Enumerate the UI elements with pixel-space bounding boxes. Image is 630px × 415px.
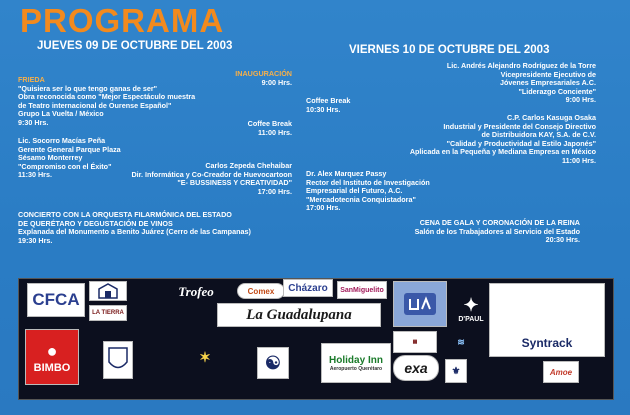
andres-block bbox=[380, 62, 596, 105]
comex-logo: Comex bbox=[237, 283, 285, 299]
speaker-line: de Distribuidora KAY, S.A. de C.V. bbox=[481, 130, 596, 140]
exa-logo: exa bbox=[393, 355, 439, 381]
day-heading-thursday: JUEVES 09 DE OCTUBRE DEL 2003 bbox=[37, 40, 233, 52]
seal-logo bbox=[103, 341, 133, 379]
speaker-line: Dir. Informática y Co-Creador de Huevocartoon bbox=[131, 169, 292, 179]
holiday-label: Holiday Inn bbox=[329, 354, 383, 366]
coffee-label: Coffee Break bbox=[247, 119, 292, 128]
inauguracion bbox=[220, 70, 292, 87]
speaker-line: Lic. Andrés Alejandro Rodríguez de la Torre bbox=[446, 61, 596, 70]
inauguracion-label: INAUGURACIÓN bbox=[235, 69, 292, 78]
speaker-line: "E- BUSSINESS Y CREATIVIDAD" bbox=[177, 178, 292, 188]
speaker-line: C.P. Carlos Kasuga Osaka bbox=[507, 113, 596, 122]
speaker-time: 9:00 Hrs. bbox=[565, 95, 596, 105]
speaker-line: Empresarial del Futuro, A.C. bbox=[306, 186, 403, 196]
page-title: PROGRAMA bbox=[20, 2, 225, 39]
trofeo-logo: Trofeo bbox=[157, 281, 235, 303]
event-line: CENA DE GALA Y CORONACIÓN DE LA REINA bbox=[419, 218, 580, 227]
speaker-line: Aplicada en la Pequeña y Mediana Empresa en México bbox=[409, 147, 596, 157]
coffee-time: 11:00 Hrs. bbox=[258, 127, 292, 137]
holiday-inn-logo bbox=[321, 343, 391, 383]
passy-block bbox=[306, 170, 430, 213]
guadalupana-logo: La Guadalupana bbox=[217, 303, 381, 327]
sanmiguelito-logo: SanMiguelito bbox=[337, 281, 387, 299]
frieda-time: 9:30 Hrs. bbox=[18, 117, 49, 127]
frieda-line: Grupo La Vuelta / México bbox=[18, 109, 104, 119]
day-heading-friday: VIERNES 10 DE OCTUBRE DEL 2003 bbox=[349, 44, 550, 56]
concierto-block bbox=[18, 211, 251, 245]
bimbo-bear-icon: ● bbox=[46, 340, 58, 361]
speaker-time: 11:30 Hrs. bbox=[18, 170, 52, 180]
speaker-line: Carlos Zepeda Chehaibar bbox=[205, 161, 292, 170]
speaker-line: "Mercadotecnia Conquistadora" bbox=[306, 194, 416, 204]
speaker-line: Sésamo Monterrey bbox=[18, 153, 83, 163]
speaker-line: Dr. Alex Marquez Passy bbox=[306, 169, 387, 178]
speaker-line: Lic. Socorro Macías Peña bbox=[18, 136, 106, 145]
sponsor-logos-panel bbox=[18, 278, 614, 400]
kasuga-block bbox=[350, 114, 596, 166]
coffee-time: 10:30 Hrs. bbox=[306, 104, 341, 114]
gate-emblem-logo bbox=[89, 281, 127, 301]
event-line: CONCIERTO CON LA ORQUESTA FILARMÓNICA DEL ESTADO bbox=[18, 210, 232, 219]
event-time: 20:30 Hrs. bbox=[545, 235, 580, 245]
chazaro-logo: Cházaro bbox=[283, 279, 333, 297]
event-line: Explanada del Monumento a Benito Juárez (Cerro de las Campanas) bbox=[18, 227, 251, 237]
latierra-logo: LA TIERRA bbox=[89, 305, 127, 321]
frieda-title: FRIEDA bbox=[18, 75, 45, 84]
bimbo-logo bbox=[25, 329, 79, 385]
speaker-line: Vicepresidente Ejecutivo de bbox=[500, 69, 596, 79]
speaker-line: "Liderazgo Conciente" bbox=[518, 86, 596, 96]
amoe-logo: Amoe bbox=[543, 361, 579, 383]
bimbo-label: BIMBO bbox=[33, 361, 71, 374]
speaker-line: Industrial y Presidente del Consejo Directivo bbox=[443, 121, 596, 131]
event-time: 19:30 Hrs. bbox=[18, 235, 53, 245]
speaker-time: 11:00 Hrs. bbox=[562, 155, 596, 165]
frieda-line: "Quisiera ser lo que tengo ganas de ser" bbox=[18, 83, 158, 93]
inauguracion-time: 9:00 Hrs. bbox=[261, 77, 292, 87]
cena-block bbox=[360, 219, 580, 245]
dpaul-mark-icon: ✦ bbox=[463, 295, 479, 315]
wave-logo: ≋ bbox=[443, 331, 479, 353]
star-logo: ✶ bbox=[175, 345, 235, 369]
coffee-break-thursday bbox=[200, 120, 292, 137]
speaker-time: 17:00 Hrs. bbox=[306, 203, 341, 213]
speaker-time: 17:00 Hrs. bbox=[257, 186, 292, 196]
speaker-line: "Calidad y Productividad al Estilo Japonés" bbox=[446, 138, 596, 148]
frieda-line: Obra reconocida como "Mejor Espectáculo muestra bbox=[18, 92, 196, 102]
carlos-block bbox=[80, 162, 292, 196]
coffee-break-friday bbox=[306, 97, 350, 114]
frieda-block bbox=[18, 76, 195, 128]
ua-logo bbox=[393, 281, 447, 327]
syntrack-logo: Syntrack bbox=[489, 283, 605, 357]
event-line: Salón de los Trabajadores al Servicio del Estado bbox=[414, 226, 580, 236]
yinyang-logo: ☯ bbox=[257, 347, 289, 379]
cfca-logo: CFCA bbox=[27, 283, 85, 317]
small-sponsor-logo: ▦ bbox=[393, 331, 437, 353]
dpaul-label: D'PAUL bbox=[458, 316, 484, 323]
coffee-label: Coffee Break bbox=[306, 96, 351, 105]
event-line: DE QUERÉTARO Y DEGUSTACIÓN DE VINOS bbox=[18, 218, 173, 228]
speaker-line: Jóvenes Empresariales A.C. bbox=[499, 78, 596, 88]
speaker-line: Rector del Instituto de Investigación bbox=[306, 177, 430, 187]
crest-logo: ⚜ bbox=[445, 359, 467, 383]
frieda-line: de Teatro internacional de Ourense Español" bbox=[18, 100, 172, 110]
dpaul-logo bbox=[449, 287, 493, 331]
holiday-sublabel: Aeropuerto Querétaro bbox=[329, 365, 383, 372]
speaker-line: Gerente General Parque Plaza bbox=[18, 144, 121, 154]
speaker-line: "Compromiso con el Éxito" bbox=[18, 161, 112, 171]
